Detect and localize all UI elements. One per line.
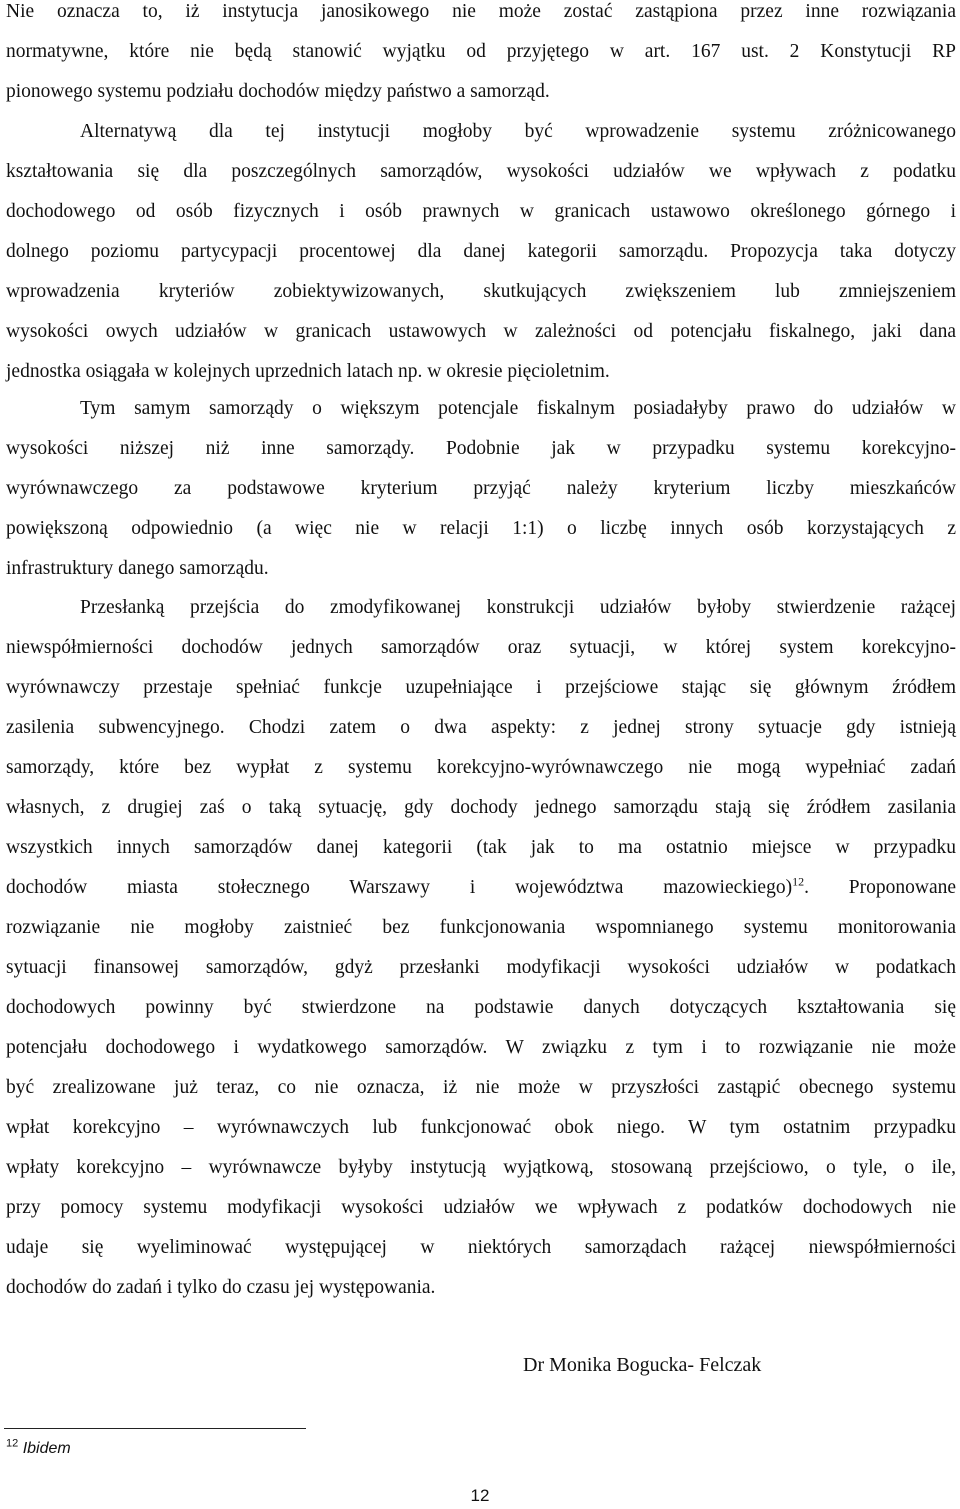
footnote-separator <box>4 1428 306 1429</box>
text-line: niewspółmierności dochodów jednych samorządów oraz sytuacji, w której system korekcyjno- <box>6 637 956 658</box>
footnote-text: Ibidem <box>22 1440 71 1457</box>
text-line: być zrealizowane już teraz, co nie oznacza, iż nie może w przyszłości zastąpić obecnego systemu <box>6 1077 956 1098</box>
text-segment: . Proponowane <box>804 877 957 898</box>
author-signature: Dr Monika Bogucka- Felczak <box>523 1354 762 1376</box>
text-line: jednostka osiągała w kolejnych uprzednich latach np. w okresie pięcioletnim. <box>6 361 610 382</box>
text-line: normatywne, które nie będą stanowić wyjątku od przyjętego w art. 167 ust. 2 Konstytucji RP <box>6 41 956 62</box>
text-line: Alternatywą dla tej instytucji mogłoby być wprowadzenie systemu zróżnicowanego <box>80 121 956 142</box>
text-line: dochodowych powinny być stwierdzone na podstawie danych dotyczących kształtowania się <box>6 997 956 1018</box>
text-line: dochodowego od osób fizycznych i osób prawnych w granicach ustawowo określonego górnego i <box>6 201 956 222</box>
text-line: dolnego poziomu partycypacji procentowej dla danej kategorii samorządu. Propozycja taka dotyczy <box>6 241 956 262</box>
text-line: dochodów do zadań i tylko do czasu jej występowania. <box>6 1277 436 1298</box>
text-line: wpłat korekcyjno – wyrównawczych lub funkcjonować obok niego. W tym ostatnim przypadku <box>6 1117 956 1138</box>
text-segment: dochodów miasta stołecznego Warszawy i województwa mazowieckiego) <box>6 877 793 898</box>
text-line: własnych, z drugiej zaś o taką sytuację, gdy dochody jednego samorządu stają się źródłem zasilania <box>6 797 956 818</box>
text-line: wysokości owych udziałów w granicach ustawowych w zależności od potencjału fiskalnego, jaki dana <box>6 321 956 342</box>
text-line: Tym samym samorządy o większym potencjale fiskalnym posiadałyby prawo do udziałów w <box>80 398 956 419</box>
text-line: wpłaty korekcyjno – wyrównawcze byłyby instytucją wyjątkową, stosowaną przejściowo, o tyle, o ile, <box>6 1157 956 1178</box>
text-line: pionowego systemu podziału dochodów między państwo a samorząd. <box>6 81 550 102</box>
page-number: 12 <box>470 1486 490 1505</box>
text-line: wyrównawczy przestaje spełniać funkcje uzupełniające i przejściowe stając się głównym źródłem <box>6 677 956 698</box>
text-line: wszystkich innych samorządów danej kategorii (tak jak to ma ostatnio miejsce w przypadku <box>6 837 956 858</box>
text-line: kształtowania się dla poszczególnych samorządów, wysokości udziałów we wpływach z podatku <box>6 161 956 182</box>
text-line: zasilenia subwencyjnego. Chodzi zatem o dwa aspekty: z jednej strony sytuacje gdy istnieją <box>6 717 956 738</box>
text-line: Nie oznacza to, iż instytucja janosikowego nie może zostać zastąpiona przez inne rozwiązania <box>6 1 956 22</box>
footnote-number: 12 <box>6 1437 19 1450</box>
text-line: wysokości niższej niż inne samorządy. Podobnie jak w przypadku systemu korekcyjno- <box>6 438 956 459</box>
text-line: sytuacji finansowej samorządów, gdyż przesłanki modyfikacji wysokości udziałów w podatkach <box>6 957 956 978</box>
text-line <box>6 868 956 908</box>
text-line: Przesłanką przejścia do zmodyfikowanej konstrukcji udziałów byłoby stwierdzenie rażącej <box>80 597 956 618</box>
text-line: przy pomocy systemu modyfikacji wysokości udziałów we wpływach z podatków dochodowych nie <box>6 1197 956 1218</box>
footnote <box>6 1437 71 1458</box>
text-line: infrastruktury danego samorządu. <box>6 558 269 579</box>
text-line: wprowadzenia kryteriów zobiektywizowanych, skutkujących zwiększeniem lub zmniejszeniem <box>6 281 956 302</box>
text-line: samorządy, które bez wypłat z systemu korekcyjno-wyrównawczego nie mogą wypełniać zadań <box>6 757 956 778</box>
text-line: powiększoną odpowiednio (a więc nie w relacji 1:1) o liczbę innych osób korzystających z <box>6 518 956 539</box>
text-line: rozwiązanie nie mogłoby zaistnieć bez funkcjonowania wspomnianego systemu monitorowania <box>6 917 956 938</box>
text-line: potencjału dochodowego i wydatkowego samorządów. W związku z tym i to rozwiązanie nie może <box>6 1037 956 1058</box>
footnote-reference[interactable]: 12 <box>792 874 805 889</box>
text-line: udaje się wyeliminować występującej w niektórych samorządach rażącej niewspółmierności <box>6 1237 956 1258</box>
text-line: wyrównawczego za podstawowe kryterium przyjąć należy kryterium liczby mieszkańców <box>6 478 956 499</box>
